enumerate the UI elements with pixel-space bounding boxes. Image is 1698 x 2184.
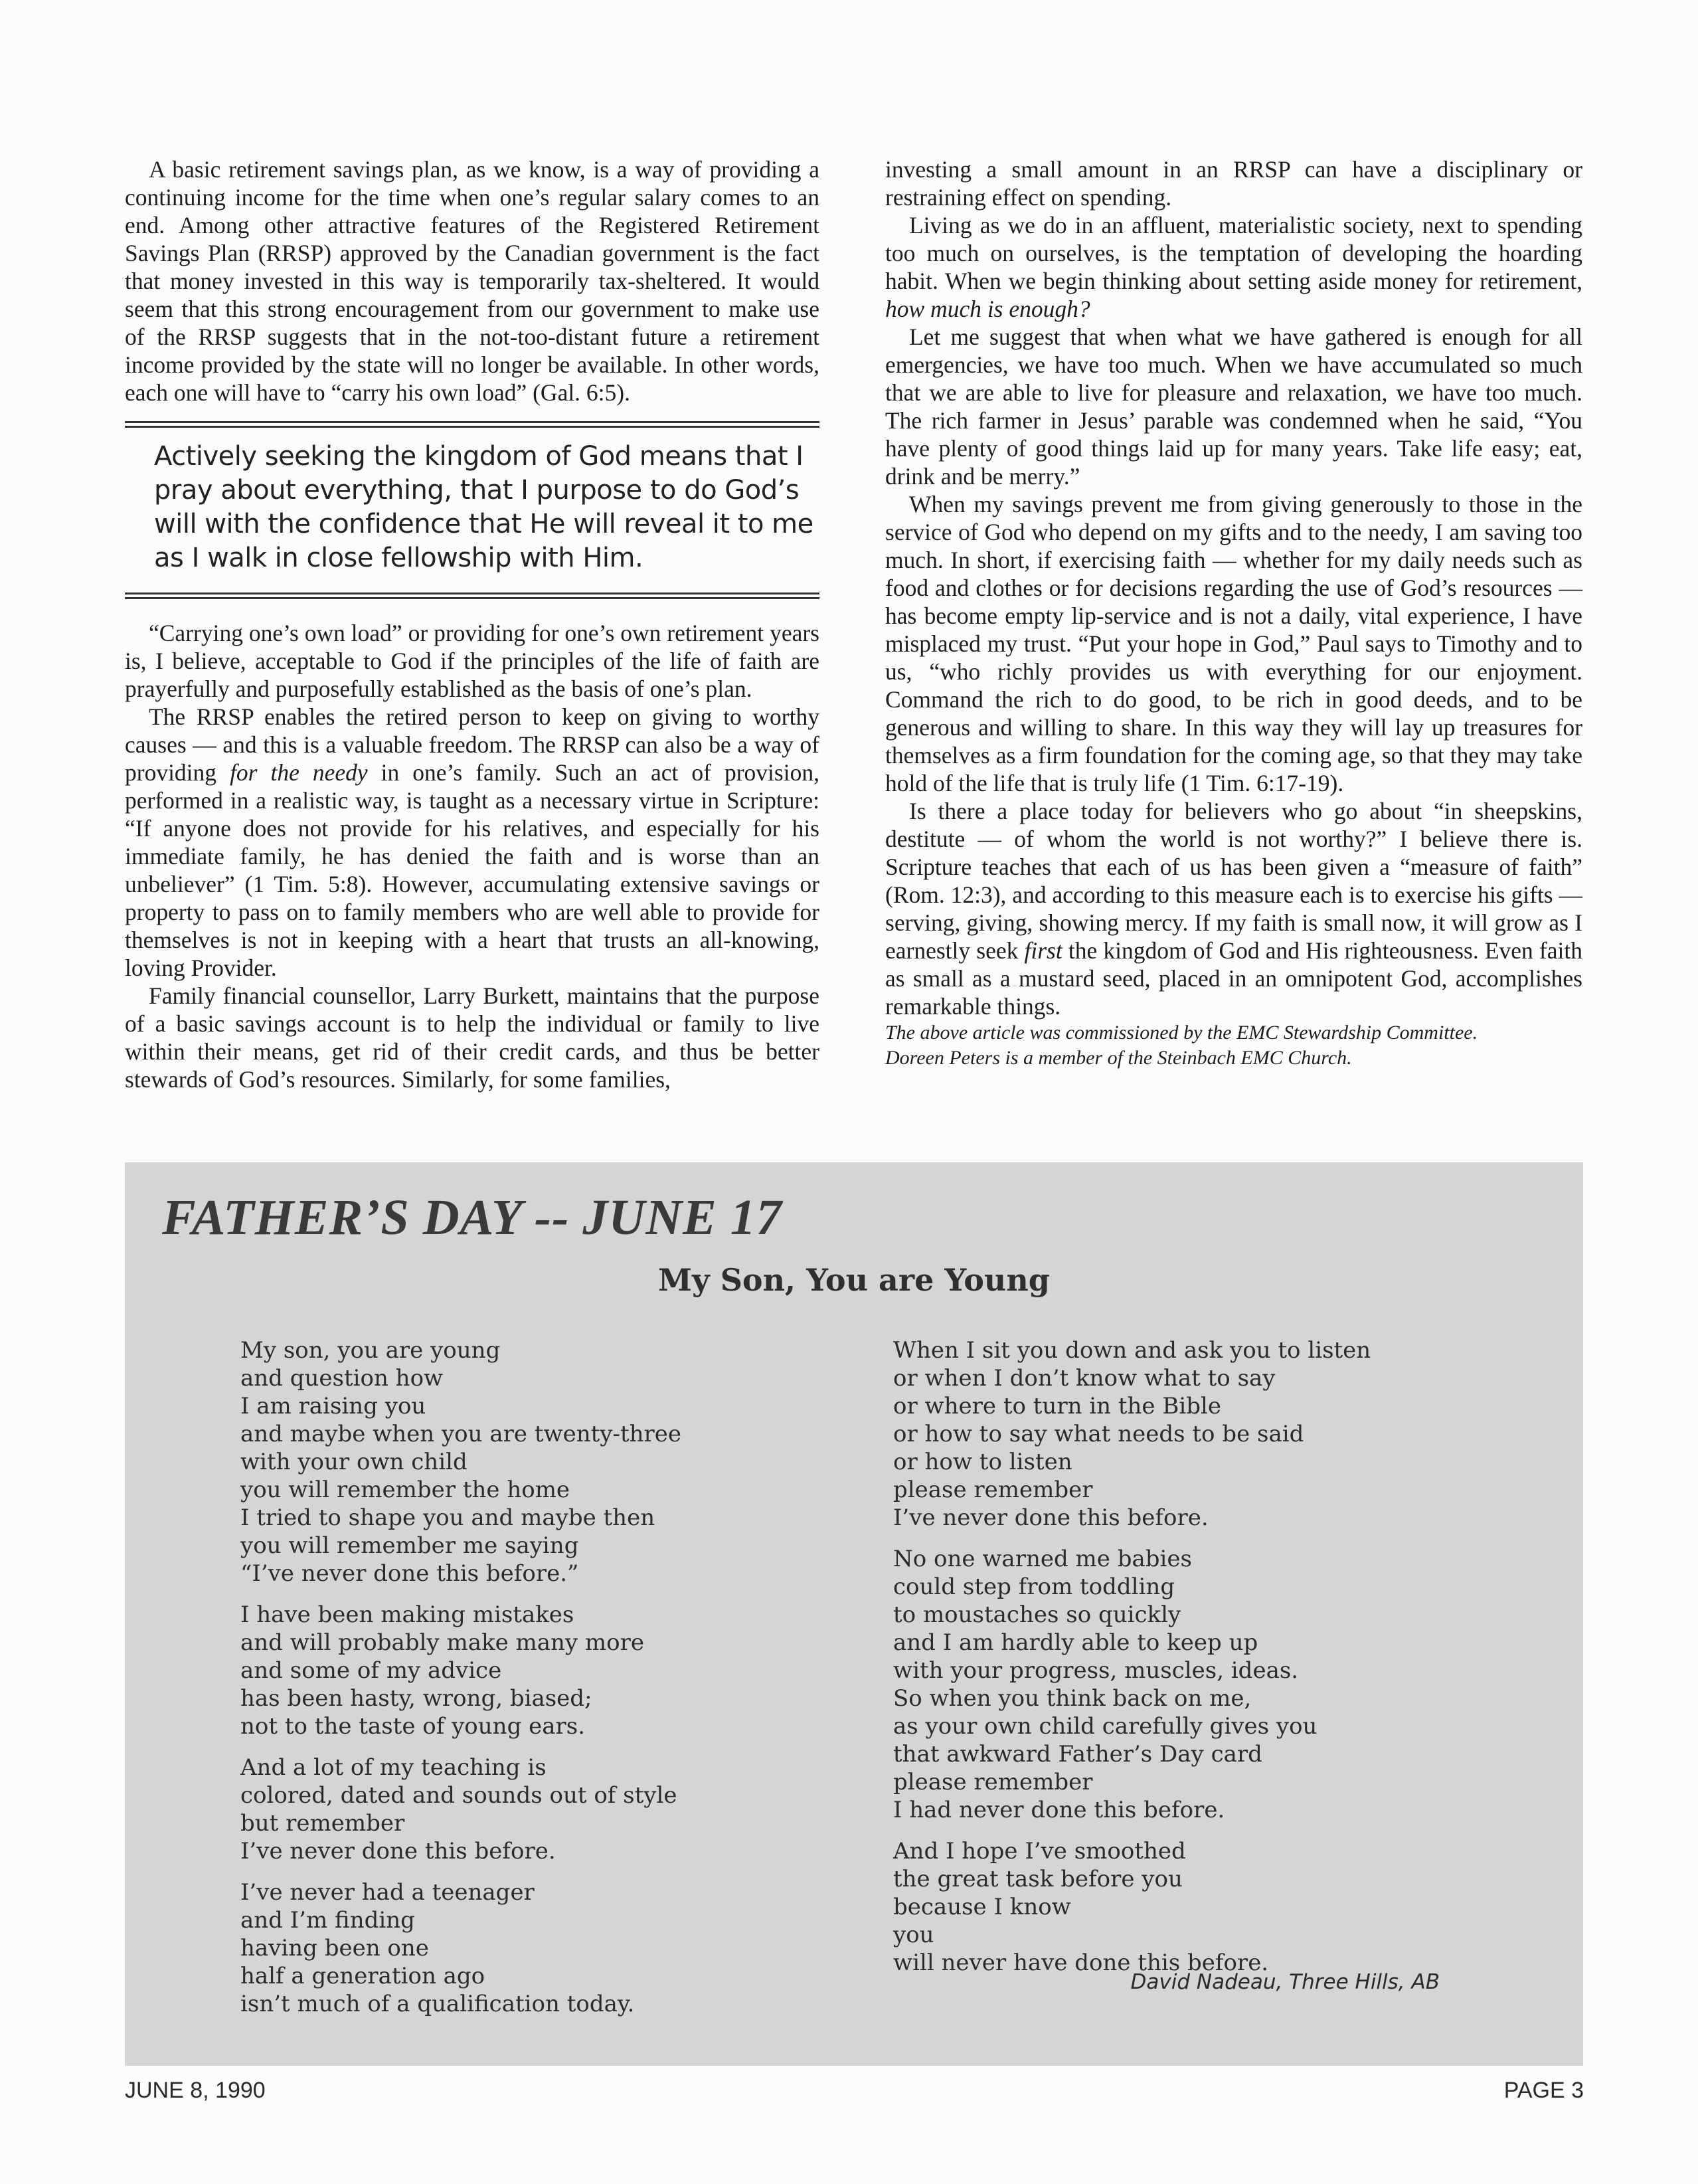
poem-line: I’ve never had a teenager (240, 1879, 535, 1906)
emphasis-text: first (1024, 937, 1062, 964)
poem-stanza (240, 1878, 785, 2018)
poem-line: My son, you are young (240, 1337, 501, 1364)
poem-stanza (240, 1336, 785, 1588)
poem-line: and question how (240, 1365, 444, 1392)
credit-line: Doreen Peters is a member of the Steinbach EMC Church. (885, 1047, 1352, 1069)
poem-line: or how to say what needs to be said (893, 1421, 1304, 1447)
poem-line: as your own child carefully gives you (893, 1713, 1317, 1740)
poem-line: that awkward Father’s Day card (893, 1741, 1262, 1768)
article-paragraph: “Carrying one’s own load” or providing for one’s own retirement years is, I believe, acceptable to God if the principles of the life of faith are prayerfully and purposefully established as the basis of one’s plan. (125, 620, 819, 702)
credit-line: The above article was commissioned by the EMC Stewardship Committee. (885, 1022, 1478, 1044)
article-paragraph: Let me suggest that when what we have gathered is enough for all emergencies, we have too much. When we have accumulated so much that we are able to live for pleasure and relaxation, we have too much. The rich farmer in Jesus’ parable was condemned when he said, “You have plenty of good things laid up for many years. Take life easy; eat, drink and be merry.” (885, 323, 1582, 490)
emphasis-text: for the needy (230, 759, 368, 786)
poem-line: you will remember the home (240, 1477, 570, 1503)
pull-quote-top-rule (125, 421, 819, 428)
poem-title: My Son, You are Young (658, 1262, 1050, 1298)
emphasis-text: how much is enough? (885, 296, 1090, 322)
poem-stanza (240, 1754, 785, 1865)
article-right-column (885, 155, 1582, 1071)
poem-line: or where to turn in the Bible (893, 1393, 1221, 1419)
poem-line: and I’m finding (240, 1907, 415, 1934)
paragraph-text: Living as we do in an affluent, materialistic society, next to spending too much on ourselves, is the temptation of developing the hoarding habit. When we begin thinking about setting aside money for retirement, (885, 212, 1582, 294)
poem-line: So when you think back on me, (893, 1685, 1252, 1712)
article-paragraph (125, 703, 819, 982)
poem-line: isn’t much of a qualification today. (240, 1991, 635, 2017)
article-paragraph: When my savings prevent me from giving generously to those in the service of God who depend on my gifts and to the needy, I am saving too much. In short, if exercising faith — whether for my daily needs such as food and clothes or for decisions regarding the use of God’s resources — has become empty lip-service and is not a daily, vital experience, I have misplaced my trust. “Put your hope in God,” Paul says to Timothy and to us, “who richly provides us with everything for our enjoyment. Command the rich to do good, to be rich in good deeds, and to be generous and willing to share. In this way they will lay up treasures for themselves as a firm foundation for the coming age, so that they may take hold of the life that is truly life (1 Tim. 6:17-19). (885, 491, 1582, 796)
poem-line: I tried to shape you and maybe then (240, 1504, 655, 1531)
poem-line: please remember (893, 1477, 1093, 1503)
poem-line: And a lot of my teaching is (240, 1754, 547, 1781)
poem-line: And I hope I’ve smoothed (893, 1838, 1186, 1865)
poem-stanza (893, 1336, 1491, 1532)
poem-stanza (240, 1601, 785, 1740)
article-paragraph: investing a small amount in an RRSP can have a disciplinary or restraining effect on spending. (885, 156, 1582, 211)
poem-line: half a generation ago (240, 1963, 485, 1989)
poem-line: and I am hardly able to keep up (893, 1629, 1258, 1656)
poem-line: with your own child (240, 1449, 467, 1475)
poem-stanza (893, 1545, 1491, 1824)
page-number: PAGE 3 (1503, 2078, 1584, 2103)
poem-line: you will remember me saying (240, 1532, 579, 1559)
feature-heading: FATHER’S DAY -- JUNE 17 (162, 1190, 782, 1245)
poem-line: I have been making mistakes (240, 1601, 574, 1628)
paragraph-text: The RRSP enables the retired person to keep on giving to worthy causes — and this is a valuable freedom. The RRSP can also be a way of providing (125, 703, 819, 786)
poem-author: David Nadeau, Three Hills, AB (1130, 1970, 1440, 1994)
poem-line: please remember (893, 1769, 1093, 1795)
poem-line: you (893, 1922, 934, 1948)
pull-quote (125, 421, 819, 599)
poem-line: will never have done this before. (893, 1950, 1269, 1976)
paragraph-text: Is there a place today for believers who go about “in sheepskins, destitute — of whom the world is not worthy?” I believe there is. Scripture teaches that each of us has been given a “measure of faith” (Rom. 12:3), and according to this measure each is to exercise his gifts — serving, giving, showing mercy. If my faith is small now, it will grow as I earnestly seek (885, 798, 1582, 964)
poem-line: the great task before you (893, 1866, 1183, 1892)
article-paragraph (885, 211, 1582, 323)
poem-line: I am raising you (240, 1393, 426, 1419)
poem-line: but remember (240, 1810, 405, 1837)
article-paragraph: Family financial counsellor, Larry Burkett, maintains that the purpose of a basic savings account is to help the individual or family to live within their means, get rid of their credit cards, and thus be better stewards of God’s resources. Similarly, for some families, (125, 982, 819, 1093)
issue-date: JUNE 8, 1990 (125, 2078, 266, 2103)
poem-line: I’ve never done this before. (893, 1504, 1209, 1531)
poem-left-column (240, 1336, 785, 2031)
pull-quote-bottom-rule (125, 592, 819, 599)
poem-line: “I’ve never done this before.” (240, 1560, 579, 1587)
poem-line: or how to listen (893, 1449, 1072, 1475)
poem-line: and will probably make many more (240, 1629, 644, 1656)
poem-right-column (893, 1336, 1491, 1990)
poem-line: with your progress, muscles, ideas. (893, 1657, 1299, 1684)
pull-quote-text: Actively seeking the kingdom of God means that I pray about everything, that I purpose to do God’s will with the confidence that He will reveal it to me as I walk in close fellowship with Him. (154, 441, 813, 573)
fathers-day-feature-box (125, 1162, 1583, 2066)
poem-line: having been one (240, 1935, 429, 1961)
article-credit (885, 1020, 1582, 1071)
poem-line: No one warned me babies (893, 1546, 1192, 1572)
poem-line: could step from toddling (893, 1574, 1175, 1600)
poem-line: or when I don’t know what to say (893, 1365, 1276, 1392)
paragraph-text: in one’s family. Such an act of provision, performed in a realistic way, is taught as a necessary virtue in Scripture: “If anyone does not provide for his relatives, and especially for his immediate family, he has denied the faith and is worse than an unbeliever” (1 Tim. 5:8). However, accumulating extensive savings or property to pass on to family members who are well able to provide for themselves is not in keeping with a heart that trusts an all-knowing, loving Provider. (125, 759, 819, 981)
poem-line: because I know (893, 1894, 1071, 1920)
poem-line: I had never done this before. (893, 1797, 1225, 1823)
article-paragraph (885, 797, 1582, 1020)
poem-line: colored, dated and sounds out of style (240, 1782, 677, 1809)
paragraph-text: the kingdom of God and His righteousness. Even faith as small as a mustard seed, placed in an omnipotent God, accomplishes remarkable things. (885, 937, 1582, 1020)
poem-line: to moustaches so quickly (893, 1601, 1181, 1628)
article-left-column (125, 155, 819, 1093)
poem-line: not to the taste of young ears. (240, 1713, 586, 1740)
poem-line: has been hasty, wrong, biased; (240, 1685, 592, 1712)
poem-line: and some of my advice (240, 1657, 502, 1684)
article-paragraph: A basic retirement savings plan, as we know, is a way of providing a continuing income for the time when one’s regular salary comes to an end. Among other attractive features of the Registered Retirement Savings Plan (RRSP) approved by the Canadian government is the fact that money invested in this way is temporarily tax-sheltered. It would seem that this strong encouragement from our government to make use of the RRSP suggests that in the not-too-distant future a retirement income provided by the state will no longer be available. In other words, each one will have to “carry his own load” (Gal. 6:5). (125, 156, 819, 406)
poem-line: and maybe when you are twenty-three (240, 1421, 682, 1447)
poem-line: I’ve never done this before. (240, 1838, 556, 1865)
poem-stanza (893, 1837, 1491, 1977)
poem-line: When I sit you down and ask you to listen (893, 1337, 1371, 1364)
